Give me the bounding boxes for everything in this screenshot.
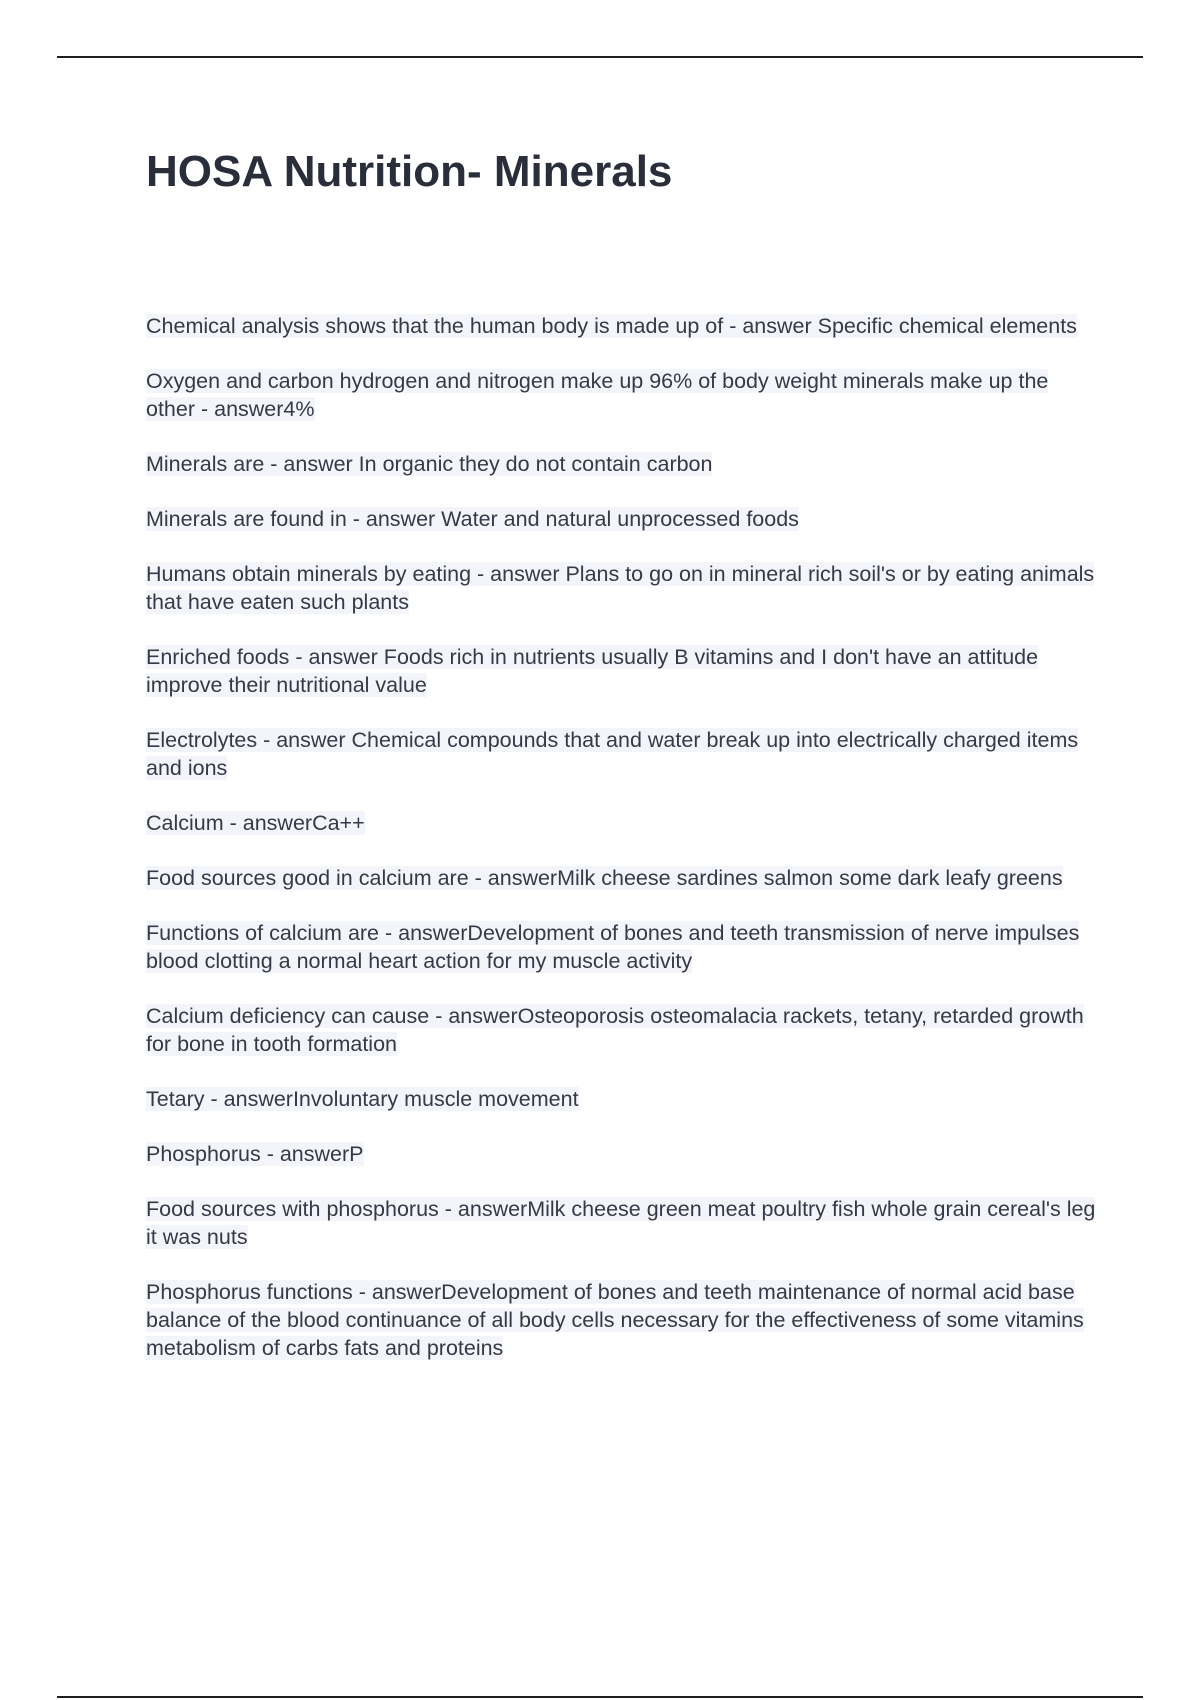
- qa-item: [146, 312, 1096, 340]
- qa-list: [146, 312, 1096, 1389]
- qa-text: Calcium deficiency can cause - answerOsteoporosis osteomalacia rackets, tetany, retarded growth for bone in tooth formation: [146, 1004, 1084, 1056]
- qa-text: Functions of calcium are - answerDevelopment of bones and teeth transmission of nerve impulses blood clotting a normal heart action for my muscle activity: [146, 921, 1080, 973]
- qa-text: Minerals are - answer In organic they do not contain carbon: [146, 452, 713, 476]
- qa-text: Food sources good in calcium are - answerMilk cheese sardines salmon some dark leafy greens: [146, 866, 1063, 890]
- qa-text: Calcium - answerCa++: [146, 811, 365, 835]
- qa-text: Electrolytes - answer Chemical compounds that and water break up into electrically charged items and ions: [146, 728, 1079, 780]
- qa-item: [146, 450, 1096, 478]
- qa-item: [146, 505, 1096, 533]
- header-rule: [57, 56, 1143, 58]
- qa-item: [146, 726, 1096, 782]
- qa-text: Humans obtain minerals by eating - answer Plans to go on in mineral rich soil's or by eating animals that have eaten such plants: [146, 562, 1095, 614]
- qa-text: Food sources with phosphorus - answerMilk cheese green meat poultry fish whole grain cereal's leg it was nuts: [146, 1197, 1096, 1249]
- qa-item: [146, 643, 1096, 699]
- qa-text: Phosphorus - answerP: [146, 1142, 364, 1166]
- qa-item: [146, 560, 1096, 616]
- footer-rule: [57, 1696, 1143, 1698]
- qa-text: Oxygen and carbon hydrogen and nitrogen make up 96% of body weight minerals make up the other - answer4%: [146, 369, 1049, 421]
- qa-item: [146, 1278, 1096, 1362]
- qa-item: [146, 809, 1096, 837]
- qa-item: [146, 367, 1096, 423]
- qa-item: [146, 864, 1096, 892]
- qa-text: Phosphorus functions - answerDevelopment of bones and teeth maintenance of normal acid base balance of the blood continuance of all body cells necessary for the effectiveness of some vitamins metabolism of carbs fats and proteins: [146, 1280, 1084, 1360]
- page-title: HOSA Nutrition- Minerals: [146, 147, 673, 196]
- qa-text: Enriched foods - answer Foods rich in nutrients usually B vitamins and I don't have an attitude improve their nutritional value: [146, 645, 1039, 697]
- qa-item: [146, 919, 1096, 975]
- qa-item: [146, 1140, 1096, 1168]
- qa-text: Chemical analysis shows that the human body is made up of - answer Specific chemical elements: [146, 314, 1077, 338]
- qa-text: Tetary - answerInvoluntary muscle movement: [146, 1087, 579, 1111]
- qa-text: Minerals are found in - answer Water and natural unprocessed foods: [146, 507, 799, 531]
- qa-item: [146, 1195, 1096, 1251]
- qa-item: [146, 1002, 1096, 1058]
- qa-item: [146, 1085, 1096, 1113]
